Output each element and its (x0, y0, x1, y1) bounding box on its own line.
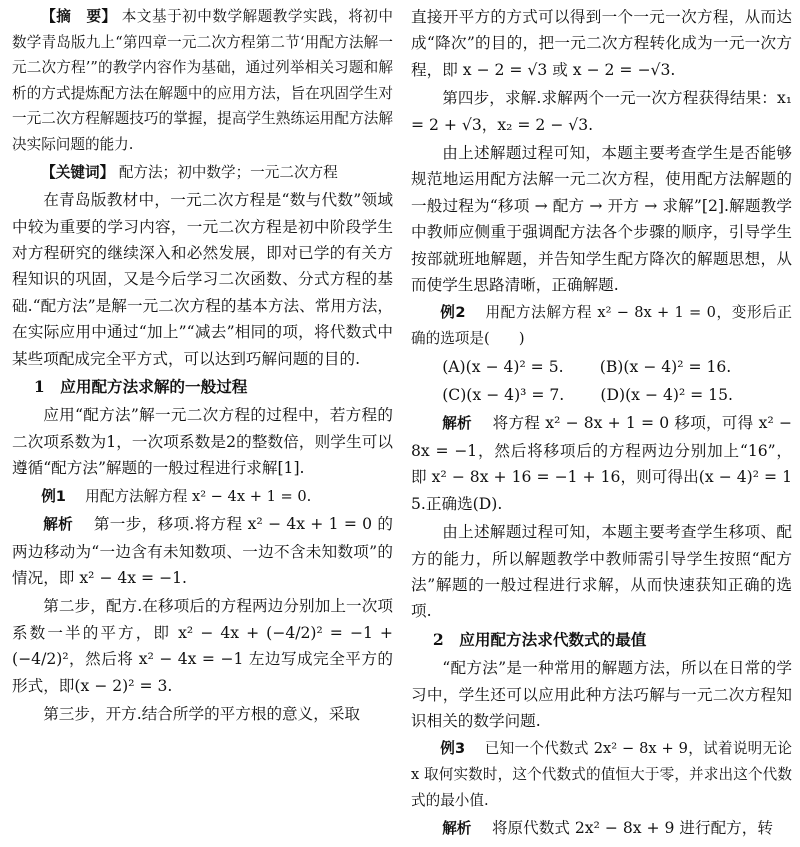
intro-paragraph: 在青岛版教材中，一元二次方程是“数与代数”领域中较为重要的学习内容，一元二次方程是初中阶段学生对方程研究的继续深入和必然发展，即对已学的有关方程知识的巩固，又是今后学习二次函数、分式方程的基础.“配方法”是解一元二次方程的基本方法、常用方法，在实际应用中通过“加上”“减去”相同的项，将代数式中某些项配成完全平方式，可以达到巧解问题的目的. (12, 191, 393, 368)
section-2-paragraph: “配方法”是一种常用的解题方法，所以在日常的学习中，学生还可以应用此种方法巧解与一元二次方程知识相关的数学问题. (411, 659, 792, 730)
example-1-step-4: 第四步，求解.求解两个一元一次方程获得结果：x₁ = 2 + √3，x₂ = 2 − √3. (411, 89, 792, 134)
abstract-label: 【摘 要】 (41, 8, 117, 25)
example-2-label: 例2 (440, 304, 466, 322)
example-2-analysis (411, 410, 792, 517)
example-2-options-row-1 (411, 354, 792, 380)
example-1-summary: 由上述解题过程可知，本题主要考查学生是否能够规范地运用配方法解一元二次方程，使用配方法解题的一般过程为“移项 → 配方 → 开方 → 求解”[2].解题教学中教师应侧重于强调配方法各个步骤的顺序，引导学生按部就班地解题，并告知学生配方降次的解题思想，从而使学生思路清晰，正确解题. (411, 144, 792, 295)
section-2-heading: 2 应用配方法求代数式的最值 (432, 629, 647, 649)
keywords-label: 【关键词】 (41, 163, 115, 181)
example-3-analysis (411, 815, 792, 842)
example-1-step-2-b: (−4/2)²，然后将 x² − 4x = −1 左边写成完全平方的形式，即(x − 2)² = 3. (12, 650, 393, 695)
example-1-step-2-a: 第二步，配方.在移项后的方程两边分别加上一次项系数一半的平方，即 x² − 4x + (−4/2)² = −1 + (12, 597, 393, 642)
example-2 (411, 300, 792, 351)
example-2-summary: 由上述解题过程可知，本题主要考查学生移项、配方的能力，所以解题教学中教师需引导学生按照“配方法”解题的一般过程进行求解，从而快速获知正确的选项. (411, 523, 792, 621)
example-1-step-3-continued: 直接开平方的方式可以得到一个一元一次方程，从而达成“降次”的目的，把一元二次方程转化成为一元一次方程，即 x − 2 = √3 或 x − 2 = −√3. (411, 8, 792, 79)
analysis-label-2: 解析 (442, 415, 472, 433)
example-1-step-1 (12, 511, 393, 591)
abstract (12, 4, 393, 158)
example-1-step-3: 第三步，开方.结合所学的平方根的意义，采取 (43, 705, 361, 724)
example-2-analysis-text: 将方程 x² − 8x + 1 = 0 移项，可得 x² − 8x = −1，然后将移项后的方程两边分别加上“16”，即 x² − 8x + 16 = −1 + 16，则可得出(x − 4)² = 15.正确选(D). (411, 414, 793, 513)
example-1-label: 例1 (41, 487, 66, 505)
section-1-heading: 1 应用配方法求解的一般过程 (33, 377, 248, 396)
option-d: (D)(x − 4)² = 15. (600, 386, 733, 405)
example-3-analysis-text: 将原代数式 2x² − 8x + 9 进行配方，转 (491, 819, 773, 838)
example-1-step-2 (12, 593, 393, 699)
example-1-step-1-text: 第一步，移项.将方程 x² − 4x + 1 = 0 的两边移动为“一边含有未知数项、一边不含未知数项”的情况，即 x² − 4x = −1. (12, 515, 393, 588)
analysis-label: 解析 (43, 516, 74, 534)
analysis-label-3: 解析 (442, 820, 472, 838)
example-3-label: 例3 (440, 740, 466, 758)
option-a: (A)(x − 4)² = 5. (442, 357, 564, 376)
right-column (411, 4, 792, 847)
option-b: (B)(x − 4)² = 16. (599, 357, 732, 376)
example-1 (12, 484, 393, 510)
keywords (12, 160, 393, 186)
example-1-text: 用配方法解方程 x² − 4x + 1 = 0. (85, 487, 312, 505)
abstract-text: 本文基于初中数学解题教学实践，将初中数学青岛版九上“第四章一元二次方程第二节‘用配方法解一元二次方程’”的教学内容作为基础，通过列举相关习题和解析的方式提炼配方法在解题中的应用方法，旨在巩固学生对一元二次方程解题技巧的掌握，提高学生熟练运用配方法解决实际问题的能力. (12, 8, 393, 153)
example-2-text: 用配方法解方程 x² − 8x + 1 = 0，变形后正确的选项是( ) (411, 304, 793, 348)
option-c: (C)(x − 4)³ = 7. (442, 386, 565, 405)
keywords-text: 配方法；初中数学；一元二次方程 (118, 163, 338, 181)
example-3-text: 已知一个代数式 2x² − 8x + 9，试着说明无论 x 取何实数时，这个代数式的值恒大于零，并求出这个代数式的最小值. (411, 740, 793, 809)
example-2-options-row-2 (411, 382, 792, 408)
left-column (12, 4, 393, 847)
section-1-paragraph: 应用“配方法”解一元二次方程的过程中，若方程的二次项系数为1，一次项系数是2的整数倍，则学生可以遵循“配方法”解题的一般过程进行求解[1]. (12, 406, 393, 478)
example-3 (411, 736, 792, 813)
